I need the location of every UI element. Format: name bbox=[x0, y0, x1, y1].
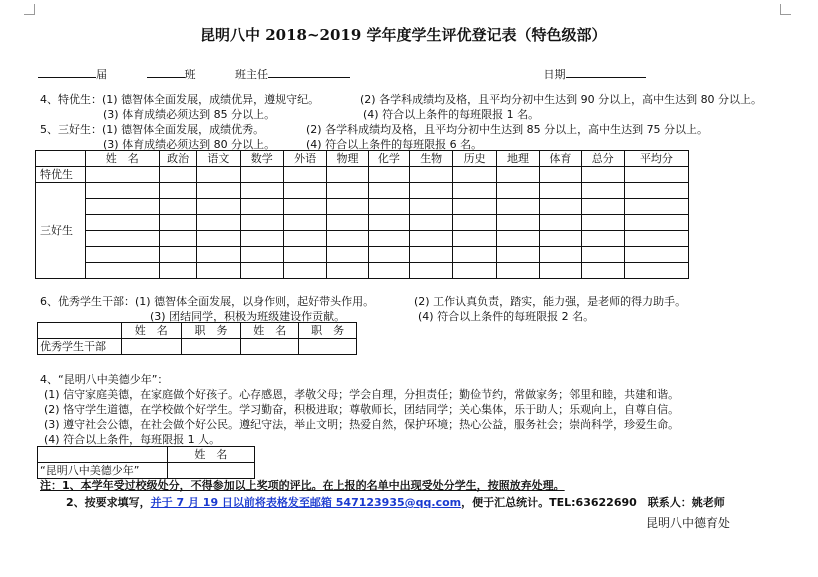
score-cell[interactable] bbox=[283, 183, 326, 199]
score-cell[interactable] bbox=[410, 263, 453, 279]
score-cell[interactable] bbox=[496, 231, 539, 247]
score-cell[interactable] bbox=[85, 215, 159, 231]
score-cell[interactable] bbox=[283, 231, 326, 247]
score-cell[interactable] bbox=[410, 231, 453, 247]
header-cell: 体育 bbox=[540, 151, 581, 167]
note-1-text: 注：1、本学年受过校级处分，不得参加以上奖项的评比。在上报的名单中出现受处分学生，按照放弃处理。 bbox=[40, 479, 565, 492]
banzhuren-blank[interactable] bbox=[268, 66, 350, 78]
meide-table-header-row bbox=[38, 447, 255, 463]
score-cell[interactable] bbox=[85, 247, 159, 263]
score-cell[interactable] bbox=[240, 247, 283, 263]
score-cell[interactable] bbox=[453, 167, 496, 183]
sanhao-criterion-3: (3) 体育成绩必须达到 80 分以上。 bbox=[103, 138, 276, 151]
score-cell[interactable] bbox=[327, 167, 368, 183]
meide-table bbox=[37, 446, 255, 479]
score-cell[interactable] bbox=[410, 215, 453, 231]
date-label: 日期 bbox=[543, 68, 566, 81]
score-cell[interactable] bbox=[85, 231, 159, 247]
score-cell[interactable] bbox=[159, 199, 196, 215]
meide-heading: 4、“昆明八中美德少年”： bbox=[40, 373, 169, 386]
score-cell[interactable] bbox=[283, 199, 326, 215]
score-cell[interactable] bbox=[85, 183, 159, 199]
email-link[interactable]: 并于 7 月 19 日以前将表格发至邮箱 547123935@qq.com bbox=[150, 496, 462, 509]
meide-criterion-1: (1) 信守家庭美德，在家庭做个好孩子。心存感恩，孝敬父母；学会自理，分担责任；勤俭节约，常做家务；邻里和睦，共建和谐。 bbox=[44, 388, 680, 401]
ganbu-criterion-4: (4) 符合以上条件的每班限报 2 名。 bbox=[418, 310, 595, 323]
score-cell[interactable] bbox=[159, 183, 196, 199]
tesheng-criterion-2: (2) 各学科成绩均及格，且平均分初中生达到 90 分以上，高中生达到 80 分以上。 bbox=[360, 93, 763, 106]
meide-criterion-4: (4) 符合以上条件，每班限报 1 人。 bbox=[44, 433, 221, 446]
score-cell[interactable] bbox=[540, 231, 581, 247]
score-cell[interactable] bbox=[159, 167, 196, 183]
tesheng-label: 特优生 bbox=[36, 167, 86, 183]
header-cell: 平均分 bbox=[624, 151, 688, 167]
note-2-prefix: 2、按要求填写， bbox=[66, 496, 151, 509]
score-cell[interactable] bbox=[453, 247, 496, 263]
score-cell[interactable] bbox=[453, 231, 496, 247]
score-cell[interactable] bbox=[159, 231, 196, 247]
score-cell[interactable] bbox=[540, 263, 581, 279]
score-cell[interactable] bbox=[581, 247, 624, 263]
header-cell: 地理 bbox=[496, 151, 539, 167]
score-cell[interactable] bbox=[197, 247, 240, 263]
score-cell[interactable] bbox=[327, 199, 368, 215]
ganbu-criterion-2: (2) 工作认真负责，踏实，能力强，是老师的得力助手。 bbox=[414, 295, 687, 308]
tesheng-criterion-1: 4、特优生：(1) 德智体全面发展，成绩优异，遵规守纪。 bbox=[40, 93, 320, 106]
ganbu-header-cell: 姓 名 bbox=[241, 323, 299, 339]
banzhuren-label: 班主任 bbox=[235, 68, 268, 81]
score-cell[interactable] bbox=[327, 231, 368, 247]
ganbu-cell[interactable] bbox=[181, 339, 241, 355]
score-cell[interactable] bbox=[624, 215, 688, 231]
sanhao-row bbox=[36, 183, 689, 199]
score-cell[interactable] bbox=[197, 263, 240, 279]
sanhao-row bbox=[36, 247, 689, 263]
header-cell: 历史 bbox=[453, 151, 496, 167]
header-cell: 数学 bbox=[240, 151, 283, 167]
score-cell[interactable] bbox=[624, 231, 688, 247]
score-cell[interactable] bbox=[581, 183, 624, 199]
score-cell[interactable] bbox=[85, 199, 159, 215]
score-cell[interactable] bbox=[581, 231, 624, 247]
score-cell[interactable] bbox=[410, 167, 453, 183]
score-cell[interactable] bbox=[496, 247, 539, 263]
header-cell: 外语 bbox=[283, 151, 326, 167]
header-line bbox=[38, 66, 658, 82]
score-cell[interactable] bbox=[540, 199, 581, 215]
score-cell[interactable] bbox=[240, 183, 283, 199]
note-2 bbox=[66, 494, 725, 510]
score-cell[interactable] bbox=[453, 263, 496, 279]
score-cell[interactable] bbox=[624, 263, 688, 279]
header-cell: 物理 bbox=[327, 151, 368, 167]
score-cell[interactable] bbox=[368, 263, 409, 279]
score-cell[interactable] bbox=[240, 231, 283, 247]
ganbu-criterion-1: 6、优秀学生干部：(1) 德智体全面发展，以身作则，起好带头作用。 bbox=[40, 295, 375, 308]
score-cell[interactable] bbox=[410, 199, 453, 215]
score-cell[interactable] bbox=[581, 167, 624, 183]
score-cell[interactable] bbox=[368, 167, 409, 183]
sanhao-label: 三好生 bbox=[36, 183, 86, 279]
jie-blank[interactable] bbox=[38, 66, 96, 78]
score-cell[interactable] bbox=[240, 167, 283, 183]
ganbu-table-header-row bbox=[38, 323, 357, 339]
score-cell[interactable] bbox=[327, 183, 368, 199]
score-cell[interactable] bbox=[540, 167, 581, 183]
score-cell[interactable] bbox=[327, 215, 368, 231]
score-cell[interactable] bbox=[624, 167, 688, 183]
score-cell[interactable] bbox=[283, 215, 326, 231]
ganbu-cell[interactable] bbox=[121, 339, 181, 355]
score-cell[interactable] bbox=[197, 231, 240, 247]
ganbu-header-cell: 职 务 bbox=[299, 323, 357, 339]
note-2-suffix: ，便于汇总统计。TEL:63622690 联系人：姚老师 bbox=[461, 496, 725, 509]
score-cell[interactable] bbox=[453, 199, 496, 215]
score-cell[interactable] bbox=[197, 167, 240, 183]
ban-blank[interactable] bbox=[147, 66, 185, 78]
score-table-header-row bbox=[36, 151, 689, 167]
footer-department: 昆明八中德育处 bbox=[646, 516, 731, 530]
meide-row-label: “昆明八中美德少年” bbox=[38, 463, 168, 479]
score-cell[interactable] bbox=[496, 167, 539, 183]
date-blank[interactable] bbox=[566, 66, 646, 78]
ganbu-row-label: 优秀学生干部 bbox=[38, 339, 122, 355]
ganbu-table bbox=[37, 322, 357, 355]
meide-criterion-2: (2) 恪守学生道德，在学校做个好学生。学习勤奋，积极进取；尊敬师长，团结同学；关心集体，乐于助人；乐观向上，自尊自信。 bbox=[44, 403, 680, 416]
page-title: 昆明八中 2018~2019 学年度学生评优登记表（特色级部） bbox=[200, 26, 607, 44]
score-cell[interactable] bbox=[368, 231, 409, 247]
sanhao-criterion-1: 5、三好生：(1) 德智体全面发展，成绩优秀。 bbox=[40, 123, 265, 136]
ganbu-header-cell: 姓 名 bbox=[121, 323, 181, 339]
header-cell: 语文 bbox=[197, 151, 240, 167]
ganbu-cell[interactable] bbox=[299, 339, 357, 355]
score-cell[interactable] bbox=[327, 263, 368, 279]
ganbu-header-cell: 职 务 bbox=[181, 323, 241, 339]
score-cell[interactable] bbox=[197, 199, 240, 215]
score-cell[interactable] bbox=[327, 247, 368, 263]
score-cell[interactable] bbox=[624, 199, 688, 215]
meide-header-blank bbox=[38, 447, 168, 463]
ganbu-table-row bbox=[38, 339, 357, 355]
score-cell[interactable] bbox=[410, 183, 453, 199]
score-cell[interactable] bbox=[453, 215, 496, 231]
score-cell[interactable] bbox=[581, 263, 624, 279]
sanhao-row bbox=[36, 231, 689, 247]
ganbu-cell[interactable] bbox=[241, 339, 299, 355]
score-cell[interactable] bbox=[368, 215, 409, 231]
score-cell[interactable] bbox=[283, 247, 326, 263]
score-cell[interactable] bbox=[540, 215, 581, 231]
score-cell[interactable] bbox=[540, 247, 581, 263]
sanhao-row bbox=[36, 199, 689, 215]
jie-label: 届 bbox=[96, 68, 107, 81]
score-cell[interactable] bbox=[453, 183, 496, 199]
score-cell[interactable] bbox=[496, 183, 539, 199]
sanhao-row bbox=[36, 215, 689, 231]
meide-criterion-3: (3) 遵守社会公德，在社会做个好公民。遵纪守法，举止文明；热爱自然，保护环境；热心公益，服务社会；崇尚科学，珍爱生命。 bbox=[44, 418, 680, 431]
score-cell[interactable] bbox=[159, 247, 196, 263]
sanhao-row bbox=[36, 263, 689, 279]
score-cell[interactable] bbox=[368, 199, 409, 215]
score-cell[interactable] bbox=[624, 247, 688, 263]
note-1 bbox=[40, 477, 565, 493]
tesheng-criterion-3: (3) 体育成绩必须达到 85 分以上。 bbox=[103, 108, 276, 121]
score-cell[interactable] bbox=[368, 183, 409, 199]
header-cell: 总分 bbox=[581, 151, 624, 167]
score-cell[interactable] bbox=[540, 183, 581, 199]
score-cell[interactable] bbox=[496, 199, 539, 215]
score-cell[interactable] bbox=[85, 167, 159, 183]
score-cell[interactable] bbox=[197, 183, 240, 199]
score-cell[interactable] bbox=[496, 263, 539, 279]
score-table bbox=[35, 150, 689, 279]
tesheng-criterion-4: (4) 符合以上条件的每班限报 1 名。 bbox=[363, 108, 540, 121]
crop-mark-top-right bbox=[780, 4, 791, 15]
score-cell[interactable] bbox=[581, 215, 624, 231]
header-cell: 化学 bbox=[368, 151, 409, 167]
header-cell: 姓 名 bbox=[85, 151, 159, 167]
ganbu-header-blank bbox=[38, 323, 122, 339]
score-cell[interactable] bbox=[159, 215, 196, 231]
sanhao-criterion-4: (4) 符合以上条件的每班限报 6 名。 bbox=[306, 138, 483, 151]
sanhao-criterion-2: (2) 各学科成绩均及格，且平均分初中生达到 85 分以上，高中生达到 75 分以上。 bbox=[306, 123, 709, 136]
score-cell[interactable] bbox=[159, 263, 196, 279]
score-cell[interactable] bbox=[197, 215, 240, 231]
ban-label: 班 bbox=[184, 68, 196, 81]
score-cell[interactable] bbox=[240, 215, 283, 231]
ganbu-criterion-3: (3) 团结同学，积极为班级建设作贡献。 bbox=[150, 310, 346, 323]
score-cell[interactable] bbox=[496, 215, 539, 231]
score-cell[interactable] bbox=[624, 183, 688, 199]
meide-header-cell: 姓 名 bbox=[167, 447, 254, 463]
score-cell[interactable] bbox=[368, 247, 409, 263]
score-cell[interactable] bbox=[240, 199, 283, 215]
header-cell: 政治 bbox=[159, 151, 196, 167]
score-cell[interactable] bbox=[283, 263, 326, 279]
header-cell: 生物 bbox=[410, 151, 453, 167]
score-cell[interactable] bbox=[410, 247, 453, 263]
tesheng-row bbox=[36, 167, 689, 183]
score-cell[interactable] bbox=[240, 263, 283, 279]
score-cell[interactable] bbox=[85, 263, 159, 279]
header-blank bbox=[36, 151, 86, 167]
score-cell[interactable] bbox=[283, 167, 326, 183]
score-cell[interactable] bbox=[581, 199, 624, 215]
crop-mark-top-left bbox=[24, 4, 35, 15]
